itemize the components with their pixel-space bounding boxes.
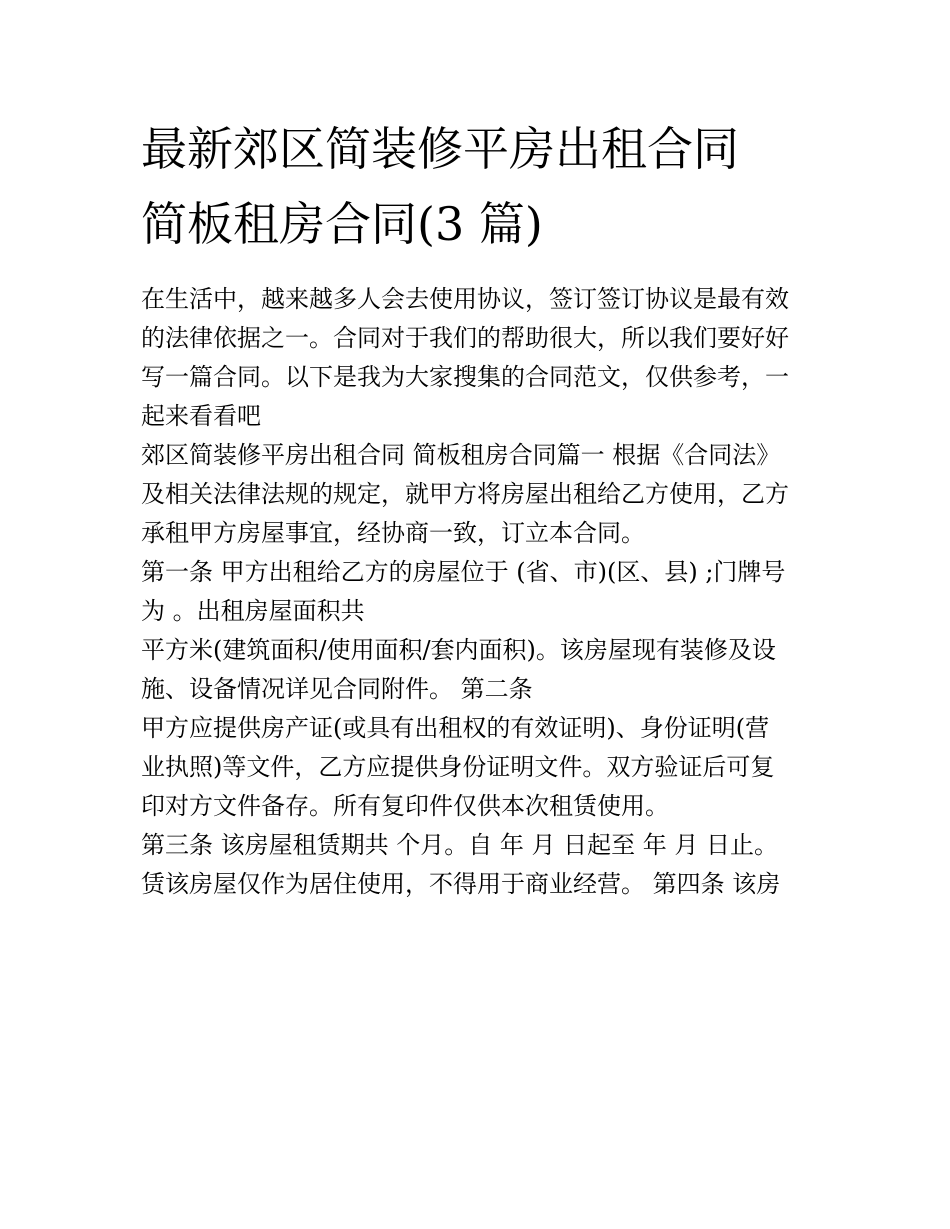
text-line: 在生活中，越来越多人会去使用协议，签订签订协议是最有效 (141, 285, 789, 313)
document-title (141, 112, 821, 262)
text-line: 为 。出租房屋面积共 (141, 597, 365, 625)
text-line: 第一条 甲方出租给乙方的房屋位于 (省、市)(区、县) ;门牌号 (141, 558, 786, 586)
text-line: 施、设备情况详见合同附件。 第二条 (141, 675, 533, 703)
text-line: 第三条 该房屋租赁期共 个月。自 年 月 日起至 年 月 日止。 (141, 831, 779, 859)
text-line: 赁该房屋仅作为居住使用，不得用于商业经营。 第四条 该房 (141, 870, 781, 898)
paragraph-article-1 (141, 553, 821, 631)
text-line: 的法律依据之一。合同对于我们的帮助很大，所以我们要好好 (141, 324, 789, 352)
text-line: 起来看看吧 (141, 402, 261, 430)
text-line: 写一篇合同。以下是我为大家搜集的合同范文，仅供参考，一 (141, 363, 789, 391)
text-line: 郊区简装修平房出租合同 简板租房合同篇一 根据《合同法》 (141, 441, 781, 469)
paragraph-intro (141, 280, 821, 436)
paragraph-article-3 (141, 826, 821, 904)
text-line: 业执照)等文件，乙方应提供身份证明文件。双方验证后可复 (141, 753, 775, 781)
paragraph-contract-preamble (141, 436, 821, 553)
text-line: 及相关法律法规的规定，就甲方将房屋出租给乙方使用，乙方 (141, 480, 789, 508)
title-line-1: 最新郊区简装修平房出租合同 (141, 122, 739, 176)
paragraph-article-2 (141, 709, 821, 826)
text-line: 平方米(建筑面积/使用面积/套内面积)。该房屋现有装修及设 (141, 636, 776, 664)
text-line: 甲方应提供房产证(或具有出租权的有效证明)、身份证明(营 (141, 714, 770, 742)
text-line: 承租甲方房屋事宜，经协商一致，订立本合同。 (141, 519, 645, 547)
document-body (141, 280, 821, 904)
title-line-2: 简板租房合同(3 篇) (141, 197, 543, 251)
text-line: 印对方文件备存。所有复印件仅供本次租赁使用。 (141, 792, 669, 820)
paragraph-area (141, 631, 821, 709)
